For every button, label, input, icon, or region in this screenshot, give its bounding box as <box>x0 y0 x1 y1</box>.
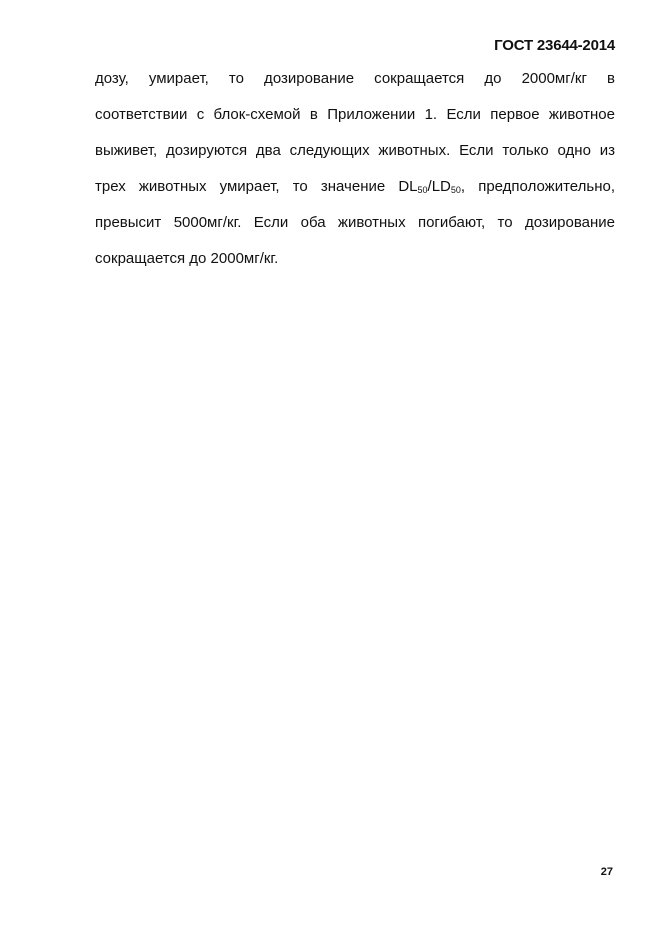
subscript-50: 50 <box>450 185 461 195</box>
text-line-4-slash: /LD <box>427 178 451 195</box>
text-line-5: превысит 5000мг/кг. Если оба животных погибают, то дозирование <box>95 214 615 231</box>
subscript-50: 50 <box>417 185 428 195</box>
text-line-4-start: трех животных умирает, то значение DL <box>95 178 418 195</box>
text-line-4 <box>95 172 615 208</box>
text-line-4-end: , предположительно, <box>460 178 615 195</box>
document-header: ГОСТ 23644-2014 <box>494 37 615 54</box>
text-line-2: соответствии с блок-схемой в Приложении 1. Если первое животное <box>95 106 615 123</box>
page-number: 27 <box>600 866 613 878</box>
body-paragraph <box>95 64 615 280</box>
text-line-3: выживет, дозируются два следующих животных. Если только одно из <box>95 142 615 159</box>
text-line-6: сокращается до 2000мг/кг. <box>95 250 279 267</box>
text-line-1: дозу, умирает, то дозирование сокращается до 2000мг/кг в <box>95 70 615 87</box>
